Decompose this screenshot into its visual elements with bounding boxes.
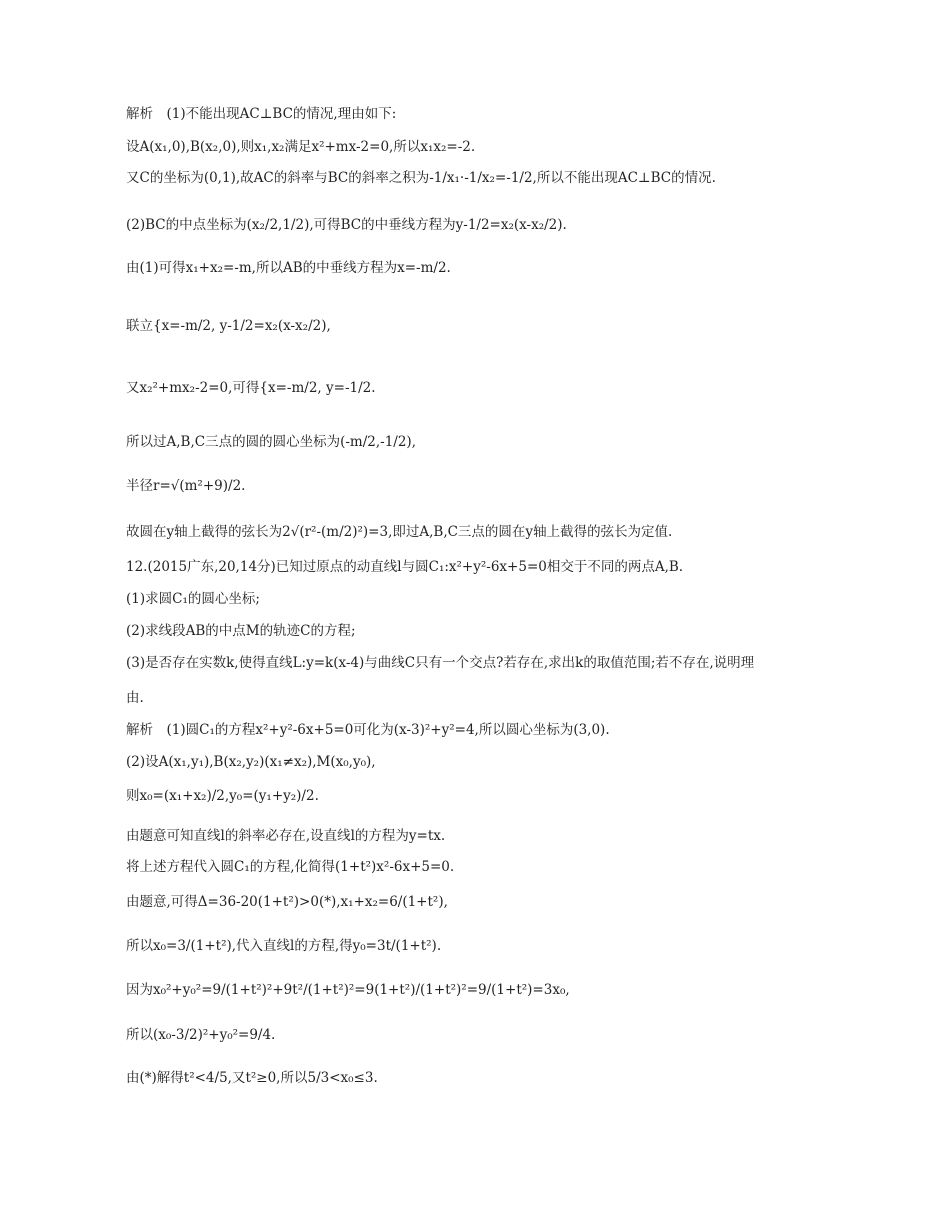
text-line: 设A(x₁,0),B(x₂,0),则x₁,x₂满足x²+mx-2=0,所以x₁x₂=-2. xyxy=(126,139,476,155)
text-line: (2)BC的中点坐标为(x₂/2,1/2),可得BC的中垂线方程为y-1/2=x₂(x-x₂/2). xyxy=(126,217,567,233)
text-line: 将上述方程代入圆C₁的方程,化简得(1+t²)x²-6x+5=0. xyxy=(126,859,455,875)
text-line: 12.(2015广东,20,14分)已知过原点的动直线l与圆C₁:x²+y²-6x+5=0相交于不同的两点A,B. xyxy=(126,559,684,575)
text-line: 半径r=√(m²+9)/2. xyxy=(126,478,246,494)
text-line: 所以x₀=3/(1+t²),代入直线l的方程,得y₀=3t/(1+t²). xyxy=(126,938,442,954)
text-line: 解析 (1)不能出现AC⊥BC的情况,理由如下: xyxy=(126,106,397,122)
text-line: 由题意,可得Δ=36-20(1+t²)>0(*),x₁+x₂=6/(1+t²), xyxy=(126,894,448,910)
text-line: 故圆在y轴上截得的弦长为2√(r²-(m/2)²)=3,即过A,B,C三点的圆在y轴上截得的弦长为定值. xyxy=(126,524,673,540)
text-line: 又C的坐标为(0,1),故AC的斜率与BC的斜率之积为-1/x₁·-1/x₂=-1/2,所以不能出现AC⊥BC的情况. xyxy=(126,170,716,186)
text-line: 所以过A,B,C三点的圆的圆心坐标为(-m/2,-1/2), xyxy=(126,434,416,450)
text-line: 又x₂²+mx₂-2=0,可得{x=-m/2, y=-1/2. xyxy=(126,380,376,396)
text-line: 解析 (1)圆C₁的方程x²+y²-6x+5=0可化为(x-3)²+y²=4,所以圆心坐标为(3,0). xyxy=(126,722,610,738)
text-line: 所以(x₀-3/2)²+y₀²=9/4. xyxy=(126,1027,276,1043)
text-line: 由题意可知直线l的斜率必存在,设直线l的方程为y=tx. xyxy=(126,828,446,844)
text-line: (2)求线段AB的中点M的轨迹C的方程; xyxy=(126,623,356,639)
text-line: (2)设A(x₁,y₁),B(x₂,y₂)(x₁≠x₂),M(x₀,y₀), xyxy=(126,754,376,770)
text-line: 由. xyxy=(126,690,144,706)
text-line: (3)是否存在实数k,使得直线L:y=k(x-4)与曲线C只有一个交点?若存在,求出k的取值范围;若不存在,说明理 xyxy=(126,655,755,671)
text-line: 联立{x=-m/2, y-1/2=x₂(x-x₂/2), xyxy=(126,318,331,334)
text-line: 则x₀=(x₁+x₂)/2,y₀=(y₁+y₂)/2. xyxy=(126,788,319,804)
text-line: 由(1)可得x₁+x₂=-m,所以AB的中垂线方程为x=-m/2. xyxy=(126,260,451,276)
text-line: 因为x₀²+y₀²=9/(1+t²)²+9t²/(1+t²)²=9(1+t²)/(1+t²)²=9/(1+t²)=3x₀, xyxy=(126,982,570,998)
text-line: 由(*)解得t²<4/5,又t²≥0,所以5/3<x₀≤3. xyxy=(126,1070,378,1086)
text-line: (1)求圆C₁的圆心坐标; xyxy=(126,591,260,607)
